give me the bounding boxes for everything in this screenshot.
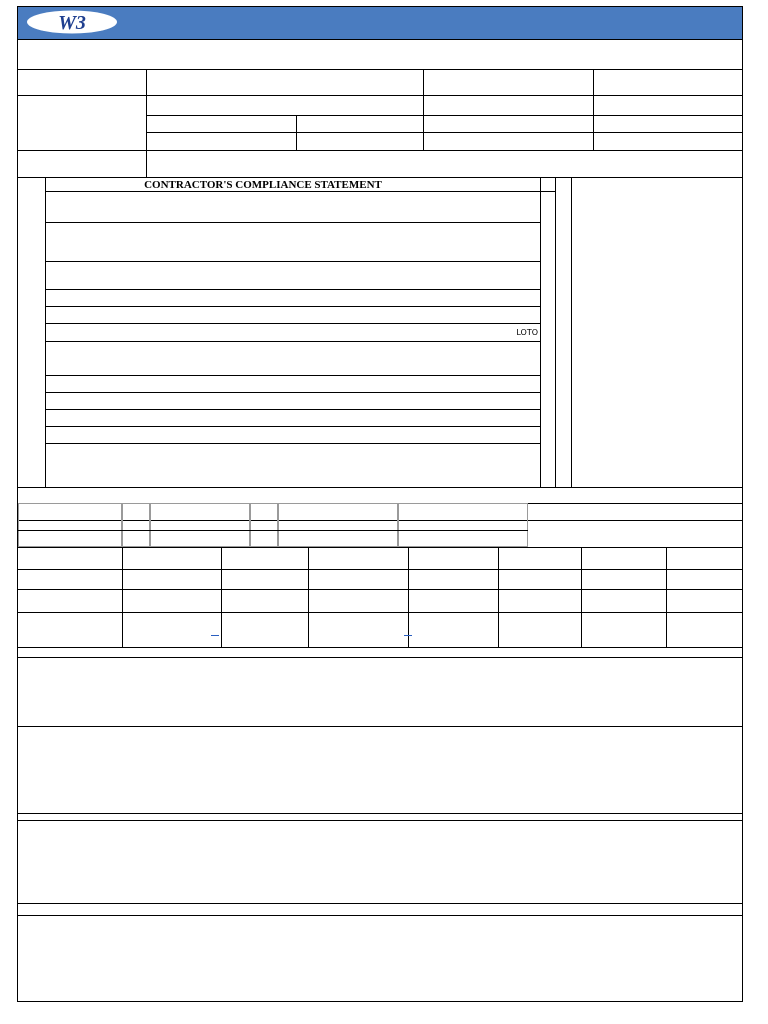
roster-cell[interactable] bbox=[122, 503, 150, 547]
declaration-paragraph-3 bbox=[24, 824, 736, 864]
header-banner bbox=[18, 7, 742, 39]
logo-text: W3 bbox=[58, 12, 86, 34]
roster-cell[interactable] bbox=[150, 503, 250, 547]
start-date-input[interactable] bbox=[298, 117, 421, 130]
permit-date-input[interactable] bbox=[595, 71, 740, 93]
checklist-item-6: LOTO bbox=[516, 328, 538, 337]
declaration-paragraph-2 bbox=[24, 739, 736, 779]
compliance-heading: CONTRACTOR'S COMPLIANCE STATEMENT bbox=[144, 179, 382, 191]
roster-cell[interactable] bbox=[250, 503, 278, 547]
roster-cell[interactable] bbox=[398, 503, 528, 547]
phone-input[interactable] bbox=[148, 97, 420, 113]
compliance-form bbox=[17, 6, 743, 1002]
completion-statement bbox=[24, 920, 736, 960]
link-mark bbox=[404, 635, 412, 636]
declaration-paragraph-1 bbox=[24, 662, 736, 702]
roster-cell[interactable] bbox=[18, 503, 122, 547]
end-date-input[interactable] bbox=[595, 117, 740, 130]
company-input[interactable] bbox=[148, 71, 420, 93]
end-time-input[interactable] bbox=[595, 134, 740, 148]
start-time-input[interactable] bbox=[298, 134, 421, 148]
roster-cell[interactable] bbox=[278, 503, 398, 547]
link-mark bbox=[211, 635, 219, 636]
work-description-input[interactable] bbox=[148, 152, 740, 175]
completion-signature-area[interactable] bbox=[24, 962, 736, 998]
work-location-input[interactable] bbox=[595, 97, 740, 113]
company-logo bbox=[26, 10, 118, 34]
